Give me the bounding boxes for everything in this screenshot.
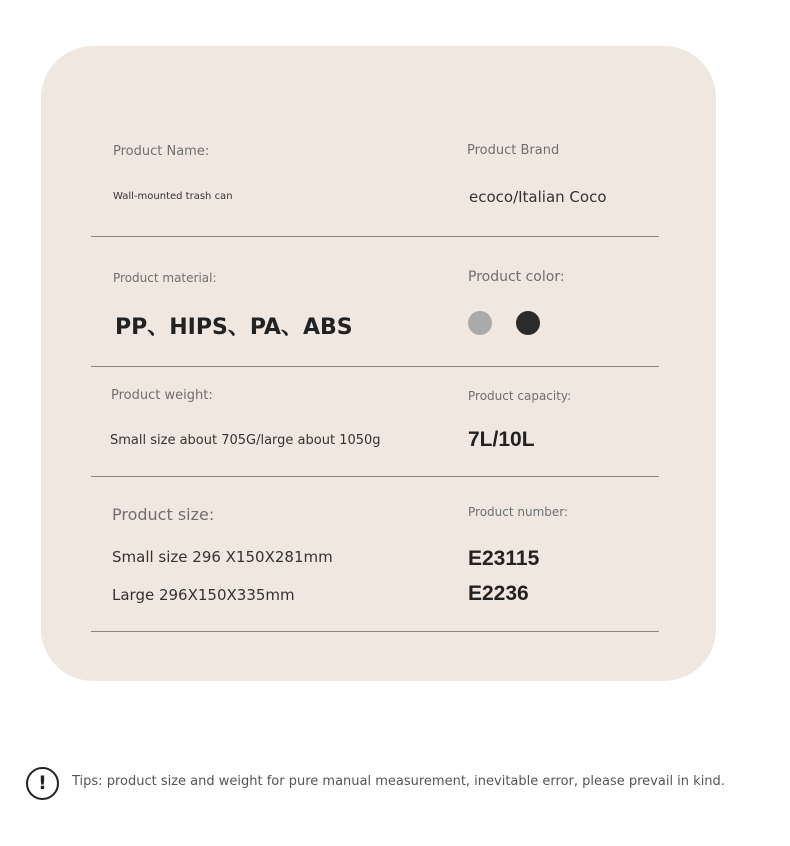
- product-name-label: Product Name:: [113, 144, 210, 159]
- product-number-label: Product number:: [468, 505, 569, 519]
- product-weight-value: Small size about 705G/large about 1050g: [110, 433, 381, 448]
- divider: [91, 631, 659, 632]
- product-name-value: Wall-mounted trash can: [113, 191, 233, 202]
- color-swatch-gray: [468, 311, 492, 335]
- product-size-small: Small size 296 X150X281mm: [112, 548, 333, 566]
- product-number-2: E2236: [468, 582, 529, 605]
- product-number-1: E23115: [468, 547, 540, 570]
- product-weight-label: Product weight:: [111, 388, 213, 403]
- color-swatch-black: [516, 311, 540, 335]
- product-material-value: PP、HIPS、PA、ABS: [115, 315, 353, 340]
- product-spec-card: [41, 46, 716, 681]
- product-brand-label: Product Brand: [467, 143, 560, 158]
- divider: [91, 476, 659, 477]
- tips-text: Tips: product size and weight for pure manual measurement, inevitable error, please prevail in kind.: [72, 774, 725, 789]
- product-capacity-label: Product capacity:: [468, 389, 572, 403]
- exclamation-circle-icon: !: [26, 767, 59, 800]
- product-material-label: Product material:: [113, 271, 217, 285]
- product-color-label: Product color:: [468, 269, 565, 285]
- tips-note: [26, 767, 766, 801]
- divider: [91, 236, 659, 237]
- product-brand-value: ecoco/Italian Coco: [469, 188, 607, 206]
- product-size-label: Product size:: [112, 505, 215, 524]
- product-size-large: Large 296X150X335mm: [112, 586, 295, 604]
- product-capacity-value: 7L/10L: [468, 428, 535, 451]
- divider: [91, 366, 659, 367]
